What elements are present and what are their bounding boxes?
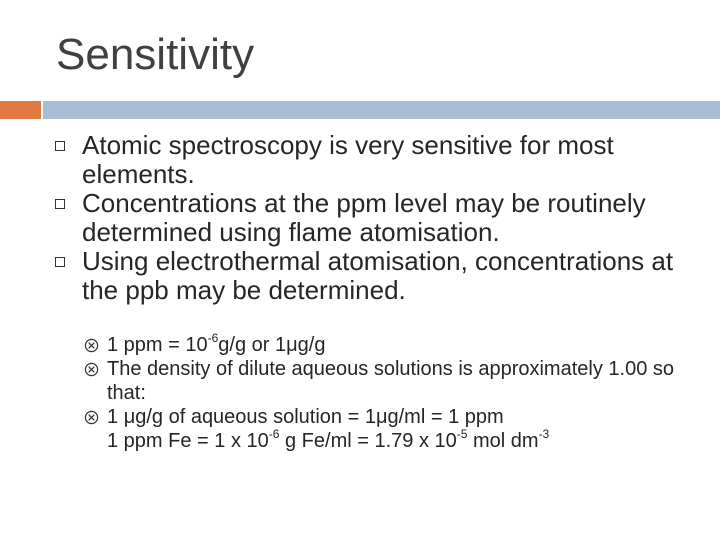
sub-bullet-item <box>84 333 684 357</box>
circle-x-icon <box>84 410 99 425</box>
bullet-text: Concentrations at the ppm level may be routinely determined using flame atomisation. <box>82 188 646 247</box>
square-bullet-icon <box>55 199 65 209</box>
sub-bullet-text: 1 μg/g of aqueous solution = 1μg/ml = 1 ppm <box>107 406 504 428</box>
circle-x-icon <box>84 338 99 353</box>
bullet-text: Atomic spectroscopy is very sensitive for most elements. <box>82 130 614 189</box>
sub-bullet-text: The density of dilute aqueous solutions is approximately 1.00 so that: <box>107 358 675 404</box>
sub-bullet-text: 1 ppm = $10^{-6}g/g$ or 1μg/g <box>107 331 326 356</box>
sub-bullet-list <box>84 333 684 453</box>
main-bullet-list <box>55 131 705 305</box>
bullet-item <box>55 247 705 305</box>
sub-bullet-item <box>84 357 684 405</box>
sub-bullet-item <box>84 405 684 429</box>
title-divider-bar <box>43 101 720 119</box>
sub-bullet-continuation: 1 ppm Fe = 1 x $10^{-6}$ g Fe/ml = 1.79 x $10^{-5}$ mol $dm^{-3}$ <box>107 427 550 452</box>
circle-x-icon <box>84 362 99 377</box>
square-bullet-icon <box>55 257 65 267</box>
slide-title: Sensitivity <box>56 30 255 79</box>
title-accent-bar <box>0 101 41 119</box>
square-bullet-icon <box>55 141 65 151</box>
bullet-text: Using electrothermal atomisation, concentrations at the ppb may be determined. <box>82 246 674 305</box>
bullet-item <box>55 189 705 247</box>
bullet-item <box>55 131 705 189</box>
